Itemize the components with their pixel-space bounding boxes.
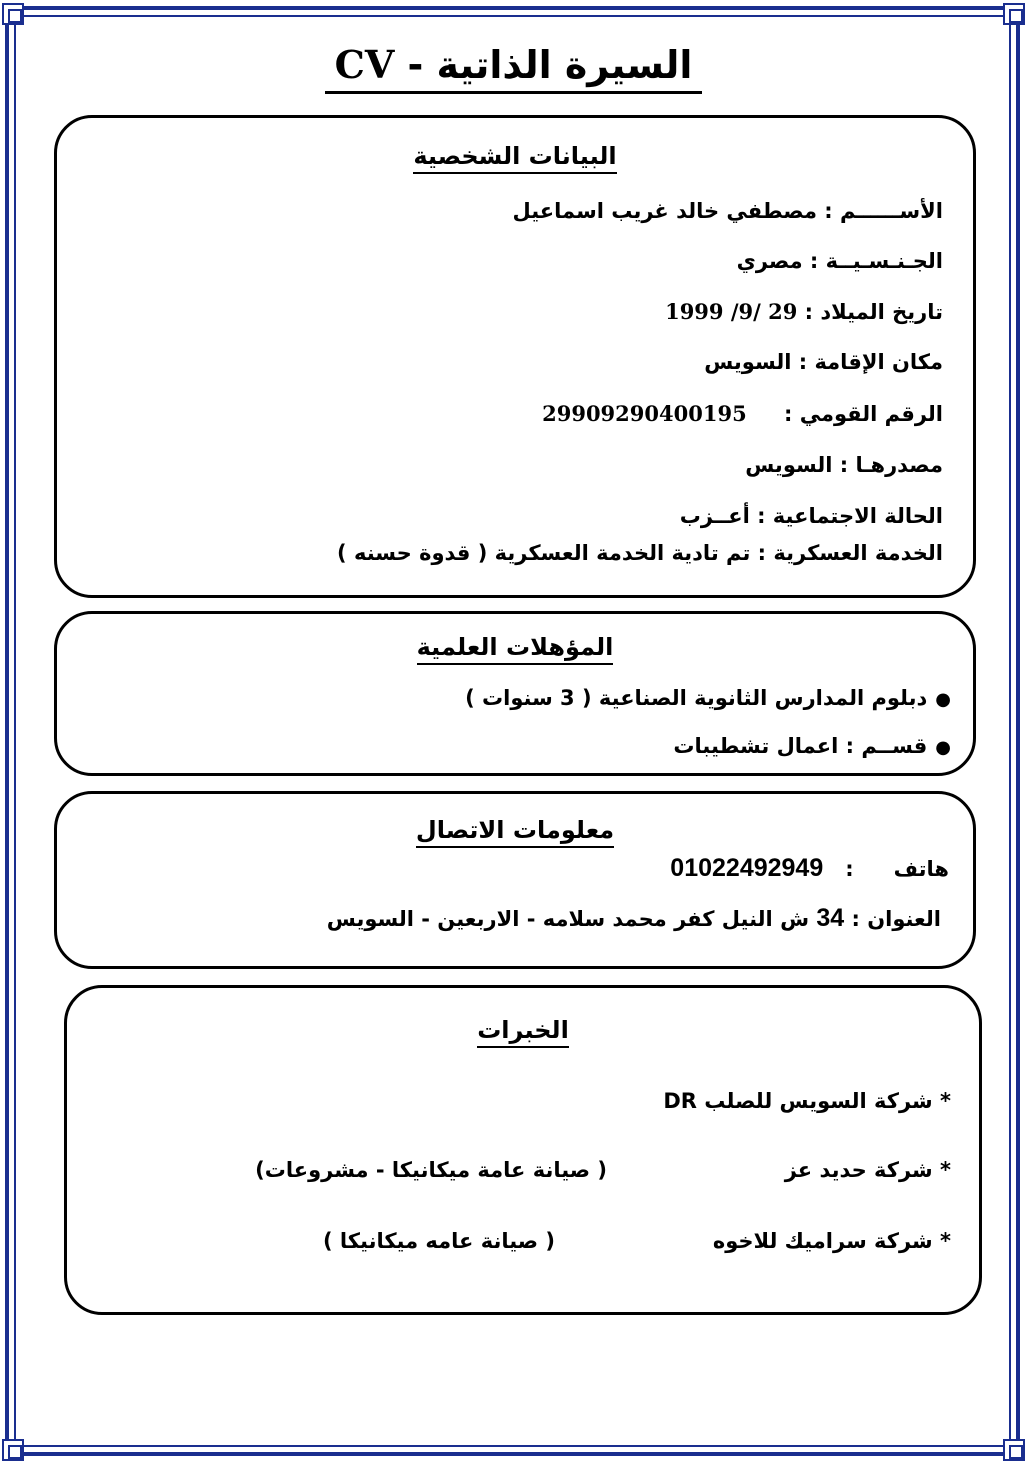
title-separator: - bbox=[394, 43, 437, 87]
phone-value: 01022492949 bbox=[670, 854, 824, 882]
address-number: 34 bbox=[816, 904, 845, 932]
experience-note: ( صيانة عامه ميكانيكا ) bbox=[322, 1229, 555, 1253]
personal-info-section bbox=[54, 115, 976, 598]
experience-section bbox=[64, 985, 982, 1315]
education-heading: المؤهلات العلمية bbox=[57, 633, 973, 661]
education-section bbox=[54, 611, 976, 776]
residence-field: مكان الإقامة : السويس bbox=[704, 350, 943, 374]
experience-item bbox=[713, 1229, 951, 1253]
issuer-field: مصدرهـا : السويس bbox=[745, 453, 943, 477]
birthdate-label: تاريخ الميلاد : bbox=[797, 300, 943, 324]
corner-ornament-top-left bbox=[2, 3, 24, 25]
bullet-icon: ● bbox=[935, 689, 951, 710]
national-id-label: الرقم القومي : bbox=[776, 402, 943, 426]
nationality-field: الجـنـسـيــة : مصري bbox=[736, 249, 943, 273]
national-id-value: 29909290400195 bbox=[542, 401, 747, 426]
experience-heading: الخبرات bbox=[67, 1016, 979, 1044]
contact-section bbox=[54, 791, 976, 969]
phone-field bbox=[670, 854, 949, 883]
bullet-icon: ● bbox=[935, 737, 951, 758]
name-field: الأســــــم : مصطفي خالد غريب اسماعيل bbox=[512, 199, 943, 223]
page-title bbox=[0, 42, 1027, 94]
marital-status-field: الحالة الاجتماعية : أعــزب bbox=[679, 504, 943, 528]
experience-item bbox=[663, 1089, 951, 1113]
title-cv: CV bbox=[334, 42, 395, 87]
military-service-field: الخدمة العسكرية : تم تادية الخدمة العسكرية ( قدوة حسنه ) bbox=[337, 541, 943, 565]
corner-ornament-bottom-right bbox=[1003, 1439, 1025, 1461]
personal-info-heading: البيانات الشخصية bbox=[57, 142, 973, 170]
education-item: ●دبلوم المدارس الثانوية الصناعية ( 3 سنوات ) bbox=[465, 686, 951, 710]
national-id-field bbox=[542, 401, 943, 426]
address-field bbox=[327, 904, 941, 933]
experience-item bbox=[785, 1158, 951, 1182]
phone-label: هاتف bbox=[893, 857, 949, 881]
birthdate-field bbox=[665, 299, 943, 324]
address-text: ش النيل كفر محمد سلامه - الاربعين - السويس bbox=[326, 907, 817, 931]
birthdate-value: 1999 /9/ 29 bbox=[665, 299, 798, 324]
experience-note: ( صيانة عامة ميكانيكا - مشروعات) bbox=[255, 1158, 607, 1182]
phone-separator: : bbox=[845, 857, 854, 881]
education-item: ●قســم : اعمال تشطيبات bbox=[673, 734, 951, 758]
experience-company: * شركة السويس للصلب DR bbox=[663, 1089, 951, 1113]
title-arabic: السيرة الذاتية bbox=[436, 43, 693, 87]
experience-company: * شركة سراميك للاخوه bbox=[712, 1229, 951, 1253]
contact-heading: معلومات الاتصال bbox=[57, 816, 973, 844]
address-label: العنوان : bbox=[844, 907, 941, 931]
corner-ornament-bottom-left bbox=[2, 1439, 24, 1461]
experience-company: * شركة حديد عز bbox=[784, 1158, 951, 1182]
corner-ornament-top-right bbox=[1003, 3, 1025, 25]
